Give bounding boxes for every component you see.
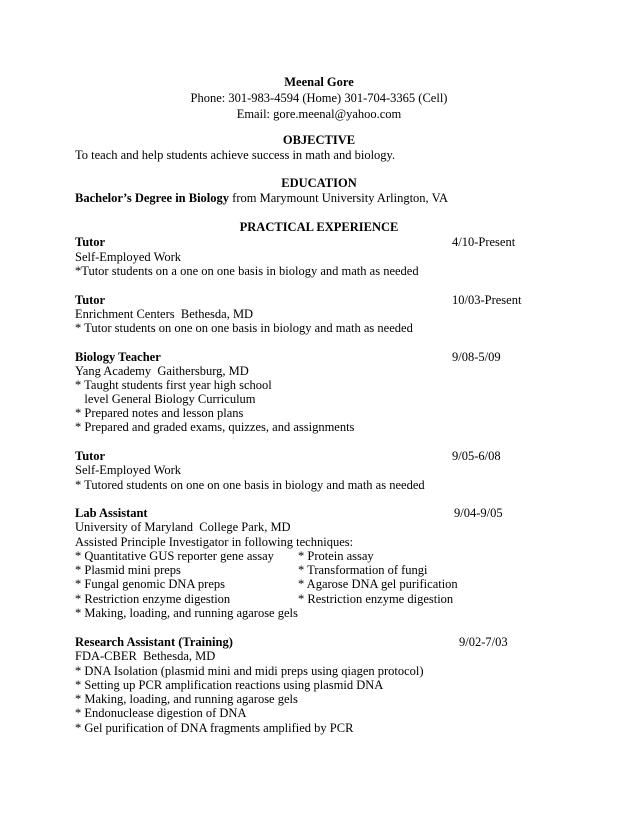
technique-right: * Transformation of fungi — [298, 563, 428, 577]
job-dates: 9/04-9/05 — [454, 506, 503, 520]
job-org: Self-Employed Work — [75, 463, 182, 477]
job-duty: * Prepared notes and lesson plans — [75, 406, 244, 420]
technique-right: * Restriction enzyme digestion — [298, 592, 454, 606]
job-duty: * Setting up PCR amplification reactions using plasmid DNA — [75, 678, 384, 692]
education-heading: EDUCATION — [281, 176, 357, 190]
job-duty: * Making, loading, and running agarose gels — [75, 606, 298, 620]
degree-name: Bachelor’s Degree in Biology — [75, 191, 230, 205]
job-title: Tutor — [75, 449, 106, 463]
technique-right: * Protein assay — [298, 549, 374, 563]
job-title: Biology Teacher — [75, 350, 161, 364]
job-title: Tutor — [75, 235, 106, 249]
job-duty: * Making, loading, and running agarose gels — [75, 692, 298, 706]
experience-heading: PRACTICAL EXPERIENCE — [239, 220, 399, 234]
applicant-name: Meenal Gore — [284, 75, 354, 89]
job-title: Research Assistant (Training) — [75, 635, 233, 649]
job-org: University of Maryland College Park, MD — [75, 520, 291, 534]
job-duty: * Gel purification of DNA fragments amplified by PCR — [75, 721, 354, 735]
objective-text: To teach and help students achieve success in math and biology. — [75, 148, 396, 162]
job-duty: Assisted Principle Investigator in following techniques: — [75, 535, 354, 549]
job-dates: 4/10-Present — [452, 235, 516, 249]
job-dates: 9/02-7/03 — [459, 635, 508, 649]
job-duty: * Tutored students on one on one basis in biology and math as needed — [75, 478, 425, 492]
phone-line: Phone: 301-983-4594 (Home) 301-704-3365 (Cell) — [190, 91, 448, 105]
job-org: Yang Academy Gaithersburg, MD — [75, 364, 249, 378]
technique-left: * Restriction enzyme digestion — [75, 592, 231, 606]
job-org: FDA-CBER Bethesda, MD — [75, 649, 216, 663]
job-duty: level General Biology Curriculum — [75, 392, 256, 406]
job-dates: 9/08-5/09 — [452, 350, 501, 364]
education-line — [75, 191, 448, 205]
job-duty: * DNA Isolation (plasmid mini and midi preps using qiagen protocol) — [75, 664, 424, 678]
email-line: Email: gore.meenal@yahoo.com — [236, 107, 402, 121]
job-title: Lab Assistant — [75, 506, 148, 520]
job-duty: *Tutor students on a one on one basis in biology and math as needed — [75, 264, 419, 278]
job-duty: * Prepared and graded exams, quizzes, and assignments — [75, 420, 355, 434]
job-org: Self-Employed Work — [75, 250, 182, 264]
technique-left: * Fungal genomic DNA preps — [75, 577, 225, 591]
job-duty: * Endonuclease digestion of DNA — [75, 706, 247, 720]
technique-left: * Quantitative GUS reporter gene assay — [75, 549, 274, 563]
technique-left: * Plasmid mini preps — [75, 563, 181, 577]
degree-school: from Marymount University Arlington, VA — [229, 191, 449, 205]
objective-heading: OBJECTIVE — [282, 133, 356, 147]
job-org: Enrichment Centers Bethesda, MD — [75, 307, 254, 321]
job-dates: 10/03-Present — [452, 293, 522, 307]
job-title: Tutor — [75, 293, 106, 307]
job-dates: 9/05-6/08 — [452, 449, 501, 463]
job-duty: * Taught students first year high school — [75, 378, 272, 392]
technique-right: * Agarose DNA gel purification — [298, 577, 458, 591]
job-duty: * Tutor students on one on one basis in biology and math as needed — [75, 321, 413, 335]
